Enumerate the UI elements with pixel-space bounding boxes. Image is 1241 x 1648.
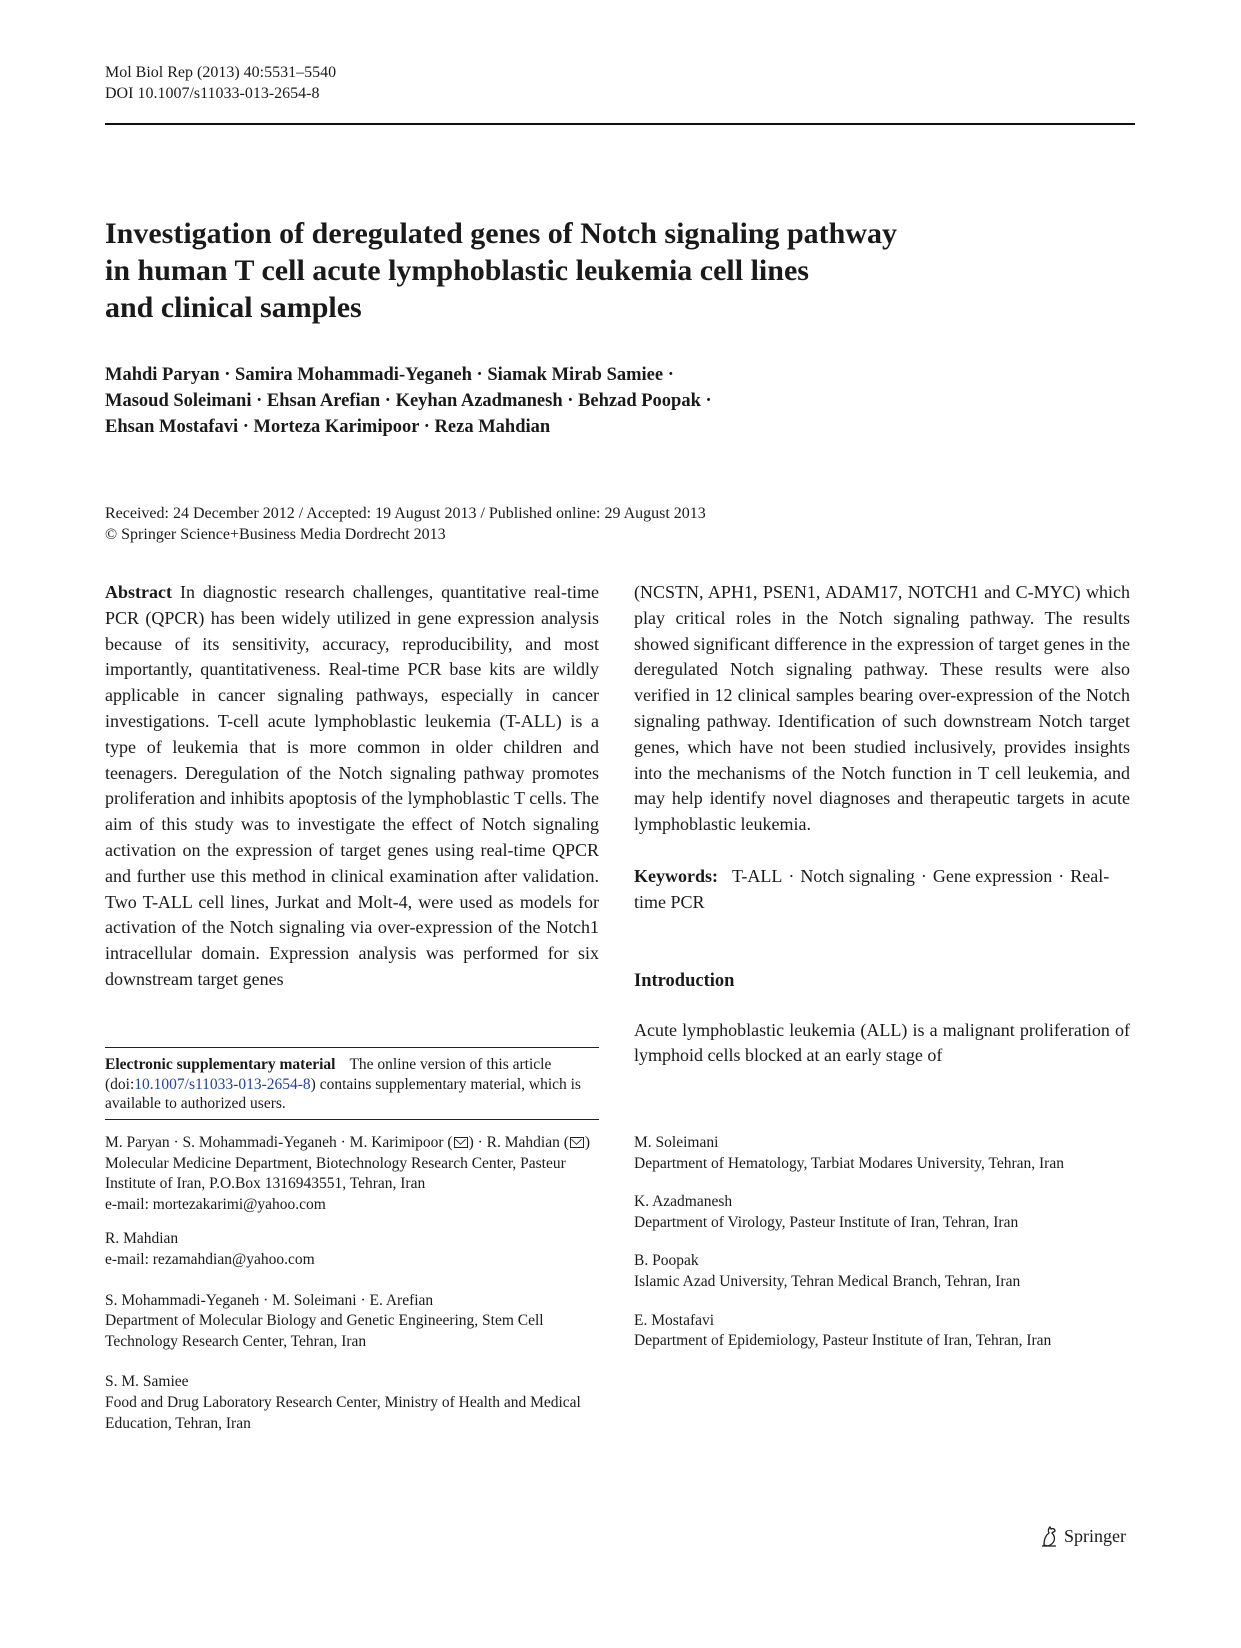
publication-dates xyxy=(105,503,1105,545)
affiliations-left xyxy=(105,1133,599,1448)
title-line: and clinical samples xyxy=(105,291,362,324)
affiliation-names: B. Poopak xyxy=(634,1252,699,1270)
affiliation xyxy=(105,1372,599,1434)
affiliation-names xyxy=(105,1133,599,1154)
affiliation-dept: Department of Molecular Biology and Genetic Engineering, Stem Cell Technology Research Center, Tehran, Iran xyxy=(105,1312,544,1350)
keywords: Keywords: T-ALL · Notch signaling · Gene expression · Real-time PCR xyxy=(634,865,1110,912)
affiliation xyxy=(634,1311,1130,1352)
affiliation xyxy=(634,1192,1130,1233)
affiliation-email[interactable]: e-mail: mortezakarimi@yahoo.com xyxy=(105,1195,326,1213)
abstract-text-right: (NCSTN, APH1, PSEN1, ADAM17, NOTCH1 and C-MYC) which play critical roles in the Notch signaling pathway. The results showed significant difference in the expression of target genes in the deregulated Notch signaling pathway. These results were also verified in 12 clinical samples bearing over-expression of the Notch signaling pathway. Identification of such downstream Notch target genes, which have not been studied inclusively, provides insights into the mechanisms of the Notch function in T cell leukemia, and may help identify novel diagnoses and therapeutic targets in acute lymphoblastic leukemia. xyxy=(634,582,1130,835)
publisher-name: Springer xyxy=(1064,1526,1126,1546)
affiliation-email[interactable]: e-mail: rezamahdian@yahoo.com xyxy=(105,1250,315,1268)
affiliation xyxy=(105,1133,599,1215)
envelope-icon xyxy=(454,1137,468,1148)
affiliation-dept: Islamic Azad University, Tehran Medical Branch, Tehran, Iran xyxy=(634,1272,1021,1290)
received-accepted-dates: Received: 24 December 2012 / Accepted: 19 August 2013 / Published online: 29 August 2013 xyxy=(105,505,706,522)
journal-citation: Mol Biol Rep (2013) 40:5531–5540 xyxy=(105,64,337,81)
title-line: Investigation of deregulated genes of Notch signaling pathway xyxy=(105,217,897,250)
supplementary-rule xyxy=(105,1047,599,1048)
affiliation-names: M. Soleimani xyxy=(634,1134,719,1151)
springer-horse-icon xyxy=(1040,1524,1060,1548)
affiliation-dept: Molecular Medicine Department, Biotechnology Research Center, Pasteur Institute of Iran, P.O.Box 1316943551, Tehran, Iran xyxy=(105,1154,566,1193)
title-line: in human T cell acute lymphoblastic leukemia cell lines xyxy=(105,254,809,287)
affiliation-names-part: ) xyxy=(584,1134,591,1151)
keywords-label: Keywords: xyxy=(634,865,718,886)
affiliation-dept: Department of Hematology, Tarbiat Modares University, Tehran, Iran xyxy=(634,1154,1064,1172)
affiliation-dept: Food and Drug Laboratory Research Center, Ministry of Health and Medical Education, Tehran, Iran xyxy=(105,1393,581,1432)
affiliation-names: R. Mahdian xyxy=(105,1230,179,1248)
supplementary-text: The online version of this article (doi: xyxy=(105,1056,552,1093)
affiliation-names-part: M. Paryan · S. Mohammadi-Yeganeh · M. Karimipoor ( xyxy=(105,1134,453,1151)
abstract-text-left: In diagnostic research challenges, quantitative real-time PCR (QPCR) has been widely utilized in gene expression analysis because of its sensitivity, accuracy, reproducibility, and most importantly, quantitativeness. Real-time PCR base kits are wildly applicable in cancer signaling pathways, especially in cancer investigations. T-cell acute lymphoblastic leukemia (T-ALL) is a type of leukemia that is more common in older children and teenagers. Deregulation of the Notch signaling pathway promotes proliferation and inhibits apoptosis of the lymphoblastic T cells. The aim of this study was to investigate the effect of Notch signaling activation on the expression of target genes using real-time QPCR and further use this method in clinical examination after validation. Two T-ALL cell lines, Jurkat and Molt-4, were used as models for activation of the Notch signaling via over-expression of the Notch1 intracellular domain. Expression analysis was performed for six downstream target genes xyxy=(105,582,599,989)
keyword: Notch signaling xyxy=(800,865,915,886)
supplementary-text: ) contains supplementary material, which is available to authorized users. xyxy=(105,1075,581,1112)
publisher-mark xyxy=(1040,1524,1126,1548)
affiliation xyxy=(105,1291,599,1353)
introduction-heading: Introduction xyxy=(634,970,735,991)
supplementary-label: Electronic supplementary material xyxy=(105,1056,336,1073)
affiliation-names: E. Mostafavi xyxy=(634,1311,715,1329)
header-rule xyxy=(105,123,1135,125)
affiliation-names: S. Mohammadi-Yeganeh · M. Soleimani · E. Arefian xyxy=(105,1291,434,1309)
right-column xyxy=(634,580,1130,1069)
envelope-icon xyxy=(570,1137,584,1148)
affiliation-names: K. Azadmanesh xyxy=(634,1193,733,1211)
abstract-label: Abstract xyxy=(105,582,172,602)
copyright-notice: © Springer Science+Business Media Dordrecht 2013 xyxy=(105,526,446,543)
affiliation-names-part: ) · R. Mahdian ( xyxy=(468,1134,569,1151)
supplementary-note xyxy=(105,1055,599,1114)
affiliation-rule xyxy=(105,1119,599,1120)
keyword: T-ALL xyxy=(732,865,783,886)
author-line: Masoud Soleimani · Ehsan Arefian · Keyhan Azadmanesh · Behzad Poopak · xyxy=(105,391,712,411)
keyword: Real-time PCR xyxy=(634,865,1110,912)
left-column xyxy=(105,580,599,993)
affiliation-names: S. M. Samiee xyxy=(105,1373,189,1391)
author-line: Mahdi Paryan · Samira Mohammadi-Yeganeh · Siamak Mirab Samiee · xyxy=(105,365,674,385)
journal-header xyxy=(105,62,336,104)
paper-title xyxy=(105,215,1105,326)
affiliation xyxy=(634,1133,1130,1174)
affiliation-dept: Department of Epidemiology, Pasteur Institute of Iran, Tehran, Iran xyxy=(634,1332,1052,1350)
supplementary-doi-link[interactable]: 10.1007/s11033-013-2654-8 xyxy=(134,1075,311,1093)
affiliation-dept: Department of Virology, Pasteur Institute of Iran, Tehran, Iran xyxy=(634,1213,1019,1231)
journal-doi: DOI 10.1007/s11033-013-2654-8 xyxy=(105,85,320,102)
author-line: Ehsan Mostafavi · Morteza Karimipoor · Reza Mahdian xyxy=(105,417,551,437)
author-list xyxy=(105,362,1105,440)
keyword: Gene expression xyxy=(932,865,1053,886)
affiliation xyxy=(634,1251,1130,1292)
introduction-text: Acute lymphoblastic leukemia (ALL) is a malignant proliferation of lymphoid cells blocked at an early stage of xyxy=(634,1019,1130,1066)
affiliation xyxy=(105,1229,599,1270)
abstract-left xyxy=(105,580,599,993)
affiliations-right xyxy=(634,1133,1130,1366)
